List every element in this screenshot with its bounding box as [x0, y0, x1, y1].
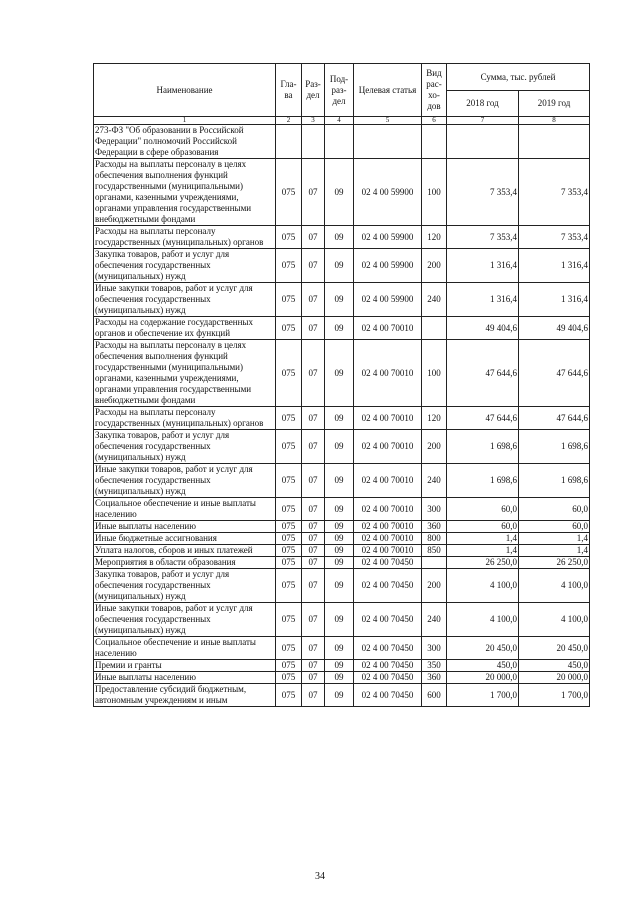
table-row: [94, 498, 590, 521]
table-row: [94, 603, 590, 637]
header-sum: Сумма, тыс. рублей: [447, 64, 590, 91]
table-row: [94, 660, 590, 672]
row-name: Социальное обеспечение и иные выплаты населению: [94, 637, 276, 660]
row-sum-2019: 4 100,0: [519, 603, 590, 637]
row-razdel: 07: [302, 521, 325, 533]
row-sum-2018: 1 698,6: [447, 430, 519, 464]
row-name: Расходы на выплаты персоналу в целях обеспечения выполнения функций государственными (муниципальными) органами, казенными учреждениями, органами управления государственными внебюджетными фондами: [94, 340, 276, 407]
row-target-article: 02 4 00 70010: [354, 533, 422, 545]
table-row: [94, 521, 590, 533]
row-expense-type: 200: [422, 249, 447, 283]
row-sum-2019: 4 100,0: [519, 569, 590, 603]
row-sum-2018: 7 353,4: [447, 159, 519, 226]
row-podrazdel: 09: [325, 226, 354, 249]
row-glava: 075: [276, 464, 302, 498]
row-target-article: 02 4 00 59900: [354, 159, 422, 226]
table-row: [94, 317, 590, 340]
row-sum-2018: 47 644,6: [447, 407, 519, 430]
row-name: Иные выплаты населению: [94, 521, 276, 533]
column-number: 8: [519, 117, 590, 125]
row-podrazdel: 09: [325, 684, 354, 707]
row-expense-type: 120: [422, 226, 447, 249]
row-glava: 075: [276, 672, 302, 684]
row-expense-type: 300: [422, 498, 447, 521]
row-expense-type: 240: [422, 603, 447, 637]
row-glava: 075: [276, 660, 302, 672]
row-razdel: 07: [302, 249, 325, 283]
row-target-article: 02 4 00 70010: [354, 317, 422, 340]
row-razdel: 07: [302, 159, 325, 226]
row-sum-2019: 60,0: [519, 498, 590, 521]
row-razdel: 07: [302, 317, 325, 340]
row-expense-type: 360: [422, 672, 447, 684]
row-sum-2019: 1 700,0: [519, 684, 590, 707]
column-number: 5: [354, 117, 422, 125]
row-sum-2018: 60,0: [447, 498, 519, 521]
header-razdel: Раз-дел: [302, 64, 325, 117]
row-name: Расходы на содержание государственных органов и обеспечение их функций: [94, 317, 276, 340]
row-target-article: 02 4 00 70010: [354, 340, 422, 407]
table-row: [94, 159, 590, 226]
row-sum-2019: 47 644,6: [519, 407, 590, 430]
row-target-article: 02 4 00 70450: [354, 603, 422, 637]
row-sum-2019: 1 316,4: [519, 249, 590, 283]
row-expense-type: 600: [422, 684, 447, 707]
row-podrazdel: 09: [325, 283, 354, 317]
row-razdel: 07: [302, 498, 325, 521]
row-name: Социальное обеспечение и иные выплаты населению: [94, 498, 276, 521]
row-target-article: 02 4 00 59900: [354, 249, 422, 283]
table-row: [94, 684, 590, 707]
row-razdel: 07: [302, 684, 325, 707]
table-row: [94, 249, 590, 283]
row-sum-2019: [519, 125, 590, 159]
row-podrazdel: 09: [325, 637, 354, 660]
row-razdel: 07: [302, 557, 325, 569]
row-expense-type: 360: [422, 521, 447, 533]
table-row: [94, 464, 590, 498]
row-expense-type: 300: [422, 637, 447, 660]
table-row: [94, 637, 590, 660]
table-row: [94, 569, 590, 603]
row-sum-2018: 60,0: [447, 521, 519, 533]
header-name: Наименование: [94, 64, 276, 117]
row-razdel: 07: [302, 569, 325, 603]
row-podrazdel: 09: [325, 533, 354, 545]
row-target-article: 02 4 00 70010: [354, 464, 422, 498]
row-sum-2019: 7 353,4: [519, 159, 590, 226]
row-expense-type: 120: [422, 407, 447, 430]
row-expense-type: 100: [422, 340, 447, 407]
row-target-article: 02 4 00 59900: [354, 283, 422, 317]
row-sum-2019: 60,0: [519, 521, 590, 533]
row-sum-2018: 1 316,4: [447, 283, 519, 317]
row-target-article: 02 4 00 70010: [354, 407, 422, 430]
row-sum-2019: 26 250,0: [519, 557, 590, 569]
row-glava: 075: [276, 545, 302, 557]
row-razdel: 07: [302, 672, 325, 684]
table-row: [94, 533, 590, 545]
row-glava: 075: [276, 569, 302, 603]
row-podrazdel: 09: [325, 340, 354, 407]
row-glava: 075: [276, 557, 302, 569]
row-target-article: 02 4 00 70010: [354, 430, 422, 464]
row-razdel: 07: [302, 533, 325, 545]
row-glava: 075: [276, 521, 302, 533]
row-sum-2018: 20 450,0: [447, 637, 519, 660]
header-expense-type: Вид рас-хо-дов: [422, 64, 447, 117]
row-expense-type: 240: [422, 283, 447, 317]
row-expense-type: 800: [422, 533, 447, 545]
row-name: Предоставление субсидий бюджетным, автономным учреждениям и иным: [94, 684, 276, 707]
row-name: Расходы на выплаты персоналу в целях обеспечения выполнения функций государственными (муниципальными) органами, казенными учреждениями, органами управления государственными внебюджетными фондами: [94, 159, 276, 226]
row-expense-type: 240: [422, 464, 447, 498]
row-sum-2018: 1 700,0: [447, 684, 519, 707]
row-expense-type: [422, 317, 447, 340]
row-sum-2018: 1 316,4: [447, 249, 519, 283]
row-glava: 075: [276, 637, 302, 660]
row-sum-2018: 1 698,6: [447, 464, 519, 498]
row-podrazdel: 09: [325, 498, 354, 521]
row-razdel: 07: [302, 226, 325, 249]
row-name: 273-ФЗ "Об образовании в Российской Федерации" полномочий Российской Федерации в сфере образования: [94, 125, 276, 159]
table-row: [94, 340, 590, 407]
row-razdel: 07: [302, 407, 325, 430]
row-podrazdel: 09: [325, 159, 354, 226]
row-sum-2018: 26 250,0: [447, 557, 519, 569]
header-row: [94, 64, 590, 91]
row-expense-type: [422, 557, 447, 569]
row-podrazdel: 09: [325, 603, 354, 637]
header-target-article: Целевая статья: [354, 64, 422, 117]
table-row: [94, 545, 590, 557]
table-row: [94, 557, 590, 569]
header-podrazdel: Под-раз-дел: [325, 64, 354, 117]
row-name: Закупка товаров, работ и услуг для обеспечения государственных (муниципальных) нужд: [94, 569, 276, 603]
row-target-article: 02 4 00 59900: [354, 226, 422, 249]
row-sum-2018: 49 404,6: [447, 317, 519, 340]
table-row: [94, 430, 590, 464]
row-sum-2018: 47 644,6: [447, 340, 519, 407]
row-target-article: 02 4 00 70450: [354, 557, 422, 569]
row-razdel: 07: [302, 430, 325, 464]
row-sum-2019: 1 698,6: [519, 430, 590, 464]
row-podrazdel: [325, 125, 354, 159]
row-sum-2018: [447, 125, 519, 159]
row-razdel: 07: [302, 603, 325, 637]
row-glava: 075: [276, 603, 302, 637]
row-podrazdel: 09: [325, 569, 354, 603]
column-number: 3: [302, 117, 325, 125]
row-glava: 075: [276, 159, 302, 226]
row-expense-type: 350: [422, 660, 447, 672]
column-number: 1: [94, 117, 276, 125]
row-sum-2018: 4 100,0: [447, 569, 519, 603]
row-glava: 075: [276, 407, 302, 430]
row-razdel: [302, 125, 325, 159]
table-row: [94, 283, 590, 317]
column-number: 7: [447, 117, 519, 125]
row-razdel: 07: [302, 545, 325, 557]
row-target-article: 02 4 00 70450: [354, 660, 422, 672]
row-expense-type: 200: [422, 430, 447, 464]
row-sum-2019: 20 000,0: [519, 672, 590, 684]
table-row: [94, 226, 590, 249]
row-target-article: [354, 125, 422, 159]
row-podrazdel: 09: [325, 317, 354, 340]
row-target-article: 02 4 00 70450: [354, 569, 422, 603]
row-razdel: 07: [302, 660, 325, 672]
row-name: Иные закупки товаров, работ и услуг для обеспечения государственных (муниципальных) нужд: [94, 464, 276, 498]
row-name: Уплата налогов, сборов и иных платежей: [94, 545, 276, 557]
row-sum-2019: 1 698,6: [519, 464, 590, 498]
row-sum-2019: 20 450,0: [519, 637, 590, 660]
row-expense-type: 100: [422, 159, 447, 226]
row-razdel: 07: [302, 464, 325, 498]
row-glava: 075: [276, 340, 302, 407]
row-sum-2019: 47 644,6: [519, 340, 590, 407]
row-glava: 075: [276, 283, 302, 317]
row-expense-type: 850: [422, 545, 447, 557]
row-glava: 075: [276, 430, 302, 464]
table-row: [94, 407, 590, 430]
table-body: [94, 125, 590, 707]
row-sum-2019: 1,4: [519, 533, 590, 545]
header-glava: Гла-ва: [276, 64, 302, 117]
row-podrazdel: 09: [325, 660, 354, 672]
table-row: [94, 672, 590, 684]
row-name: Закупка товаров, работ и услуг для обеспечения государственных (муниципальных) нужд: [94, 430, 276, 464]
column-numbers-row: [94, 117, 590, 125]
row-name: Иные закупки товаров, работ и услуг для обеспечения государственных (муниципальных) нужд: [94, 283, 276, 317]
row-podrazdel: 09: [325, 407, 354, 430]
row-sum-2018: 450,0: [447, 660, 519, 672]
row-sum-2018: 20 000,0: [447, 672, 519, 684]
header-year-2018: 2018 год: [447, 91, 519, 117]
row-sum-2019: 49 404,6: [519, 317, 590, 340]
row-target-article: 02 4 00 70010: [354, 521, 422, 533]
row-sum-2018: 1,4: [447, 545, 519, 557]
row-sum-2018: 4 100,0: [447, 603, 519, 637]
row-name: Премии и гранты: [94, 660, 276, 672]
row-name: Расходы на выплаты персоналу государственных (муниципальных) органов: [94, 226, 276, 249]
row-glava: 075: [276, 684, 302, 707]
row-name: Иные выплаты населению: [94, 672, 276, 684]
row-target-article: 02 4 00 70450: [354, 672, 422, 684]
row-glava: 075: [276, 249, 302, 283]
row-expense-type: 200: [422, 569, 447, 603]
column-number: 4: [325, 117, 354, 125]
row-sum-2018: 7 353,4: [447, 226, 519, 249]
row-name: Иные бюджетные ассигнования: [94, 533, 276, 545]
row-sum-2019: 1 316,4: [519, 283, 590, 317]
row-name: Расходы на выплаты персоналу государственных (муниципальных) органов: [94, 407, 276, 430]
row-name: Закупка товаров, работ и услуг для обеспечения государственных (муниципальных) нужд: [94, 249, 276, 283]
row-target-article: 02 4 00 70450: [354, 684, 422, 707]
row-glava: 075: [276, 498, 302, 521]
table-row: [94, 125, 590, 159]
row-podrazdel: 09: [325, 430, 354, 464]
row-sum-2019: 1,4: [519, 545, 590, 557]
row-sum-2018: 1,4: [447, 533, 519, 545]
row-podrazdel: 09: [325, 557, 354, 569]
header-year-2019: 2019 год: [519, 91, 590, 117]
page-number: 34: [315, 871, 325, 882]
row-sum-2019: 450,0: [519, 660, 590, 672]
row-target-article: 02 4 00 70010: [354, 498, 422, 521]
row-sum-2019: 7 353,4: [519, 226, 590, 249]
row-target-article: 02 4 00 70450: [354, 637, 422, 660]
row-target-article: 02 4 00 70010: [354, 545, 422, 557]
row-podrazdel: 09: [325, 521, 354, 533]
row-glava: [276, 125, 302, 159]
row-razdel: 07: [302, 340, 325, 407]
row-name: Мероприятия в области образования: [94, 557, 276, 569]
row-expense-type: [422, 125, 447, 159]
row-razdel: 07: [302, 283, 325, 317]
row-glava: 075: [276, 226, 302, 249]
budget-table: [93, 63, 590, 707]
row-name: Иные закупки товаров, работ и услуг для обеспечения государственных (муниципальных) нужд: [94, 603, 276, 637]
row-glava: 075: [276, 533, 302, 545]
column-number: 6: [422, 117, 447, 125]
row-podrazdel: 09: [325, 464, 354, 498]
row-podrazdel: 09: [325, 672, 354, 684]
column-number: 2: [276, 117, 302, 125]
row-podrazdel: 09: [325, 249, 354, 283]
row-podrazdel: 09: [325, 545, 354, 557]
row-razdel: 07: [302, 637, 325, 660]
row-glava: 075: [276, 317, 302, 340]
